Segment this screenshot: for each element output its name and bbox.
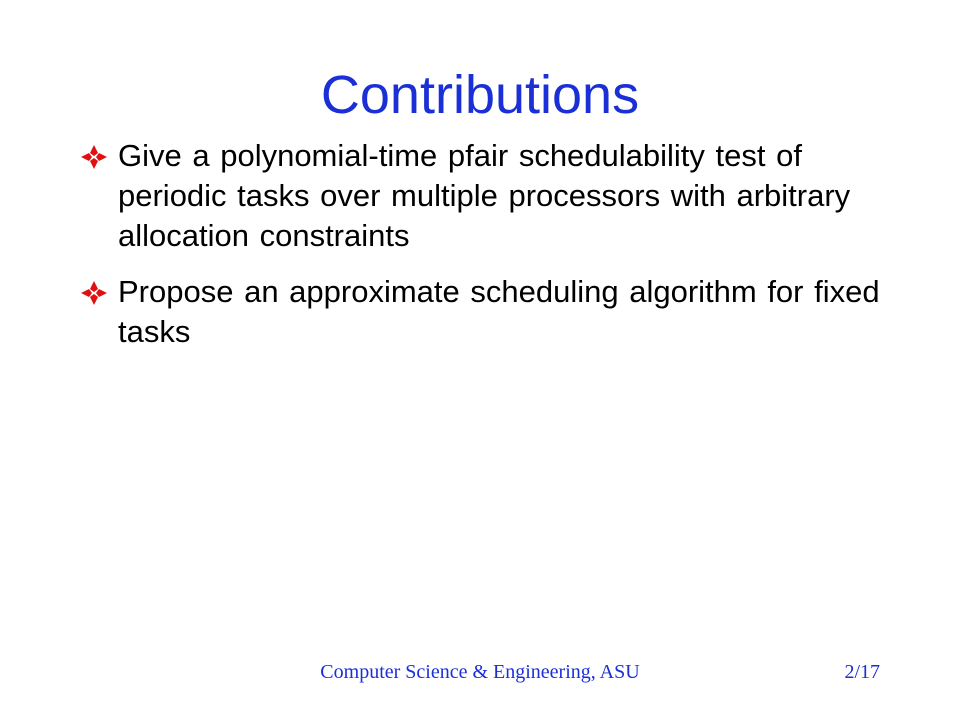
footer-text: Computer Science & Engineering, ASU xyxy=(320,661,640,683)
diamond-bullet-icon xyxy=(80,144,108,170)
bullet-item xyxy=(80,272,880,352)
bullet-text: Give a polynomial-time pfair schedulability test of periodic tasks over multiple processors with arbitrary allocation constraints xyxy=(118,138,851,253)
diamond-bullet-icon xyxy=(80,280,108,306)
slide-title: Contributions xyxy=(320,65,640,125)
page-number: 2/17 xyxy=(844,661,880,683)
bullet-list xyxy=(80,136,880,368)
bullet-item xyxy=(80,136,880,256)
bullet-text: Propose an approximate scheduling algorithm for fixed tasks xyxy=(118,274,880,349)
